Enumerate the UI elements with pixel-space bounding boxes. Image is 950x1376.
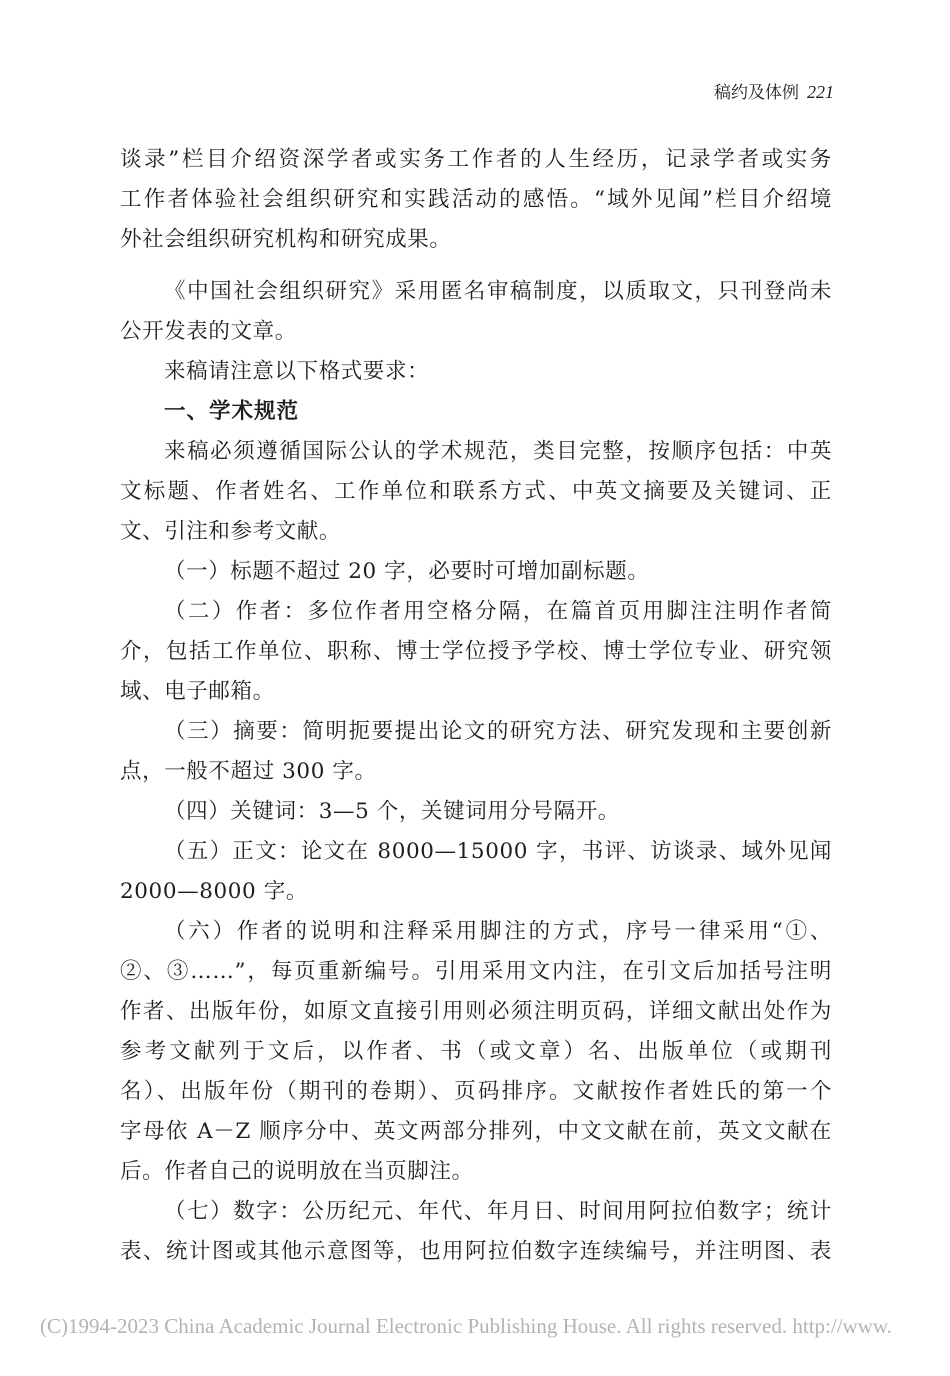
text-line: 作者、出版年份，如原文直接引用则必须注明页码，详细文献出处作为 xyxy=(120,999,832,1024)
text-line: （二）作者：多位作者用空格分隔，在篇首页用脚注注明作者简 xyxy=(164,599,832,624)
text-line: （五）正文：论文在 8000—15000 字，书评、访谈录、域外见闻 xyxy=(164,839,832,864)
text-line: 表、统计图或其他示意图等，也用阿拉伯数字连续编号，并注明图、表 xyxy=(120,1239,832,1264)
running-header-title: 稿约及体例 xyxy=(714,83,799,103)
text-line: （一）标题不超过 20 字，必要时可增加副标题。 xyxy=(164,559,650,584)
text-line: 域、电子邮箱。 xyxy=(120,679,275,704)
text-line: 来稿必须遵循国际公认的学术规范，类目完整，按顺序包括：中英 xyxy=(164,439,832,464)
text-line: ②、③……”，每页重新编号。引用采用文内注，在引文后加括号注明 xyxy=(120,959,832,984)
text-line: 名）、出版年份（期刊的卷期）、页码排序。文献按作者姓氏的第一个 xyxy=(120,1079,832,1104)
text-line: （三）摘要：简明扼要提出论文的研究方法、研究发现和主要创新 xyxy=(164,719,832,744)
text-line: 谈录”栏目介绍资深学者或实务工作者的人生经历，记录学者或实务 xyxy=(120,147,832,172)
text-line: 后。作者自己的说明放在当页脚注。 xyxy=(120,1159,474,1184)
text-line: 工作者体验社会组织研究和实践活动的感悟。“域外见闻”栏目介绍境 xyxy=(120,187,832,212)
text-line: 2000—8000 字。 xyxy=(120,879,308,904)
text-line: （四）关键词：3—5 个，关键词用分号隔开。 xyxy=(164,799,620,824)
text-line: 参考文献列于文后，以作者、书（或文章）名、出版单位（或期刊 xyxy=(120,1039,832,1064)
section-heading: 一、学术规范 xyxy=(164,399,300,424)
text-line: 公开发表的文章。 xyxy=(120,319,297,344)
text-line: （六）作者的说明和注释采用脚注的方式，序号一律采用“①、 xyxy=(164,919,832,944)
text-line: 文、引注和参考文献。 xyxy=(120,519,342,544)
text-line: 介，包括工作单位、职称、博士学位授予学校、博士学位专业、研究领 xyxy=(120,639,832,664)
text-line: 外社会组织研究机构和研究成果。 xyxy=(120,227,452,252)
text-line: 《中国社会组织研究》采用匿名审稿制度，以质取文，只刊登尚未 xyxy=(164,279,832,304)
text-line: 文标题、作者姓名、工作单位和联系方式、中英文摘要及关键词、正 xyxy=(120,479,832,504)
running-header xyxy=(714,78,834,103)
page-number: 221 xyxy=(807,82,834,102)
text-line: 字母依 A－Z 顺序分中、英文两部分排列，中文文献在前，英文文献在 xyxy=(120,1119,832,1144)
text-line: 点，一般不超过 300 字。 xyxy=(120,759,377,784)
copyright-watermark: (C)1994-2023 China Academic Journal Electronic Publishing House. All rights reserved. http://www. xyxy=(40,1314,892,1338)
text-line: 来稿请注意以下格式要求： xyxy=(164,359,430,384)
text-line: （七）数字：公历纪元、年代、年月日、时间用阿拉伯数字；统计 xyxy=(164,1199,832,1224)
